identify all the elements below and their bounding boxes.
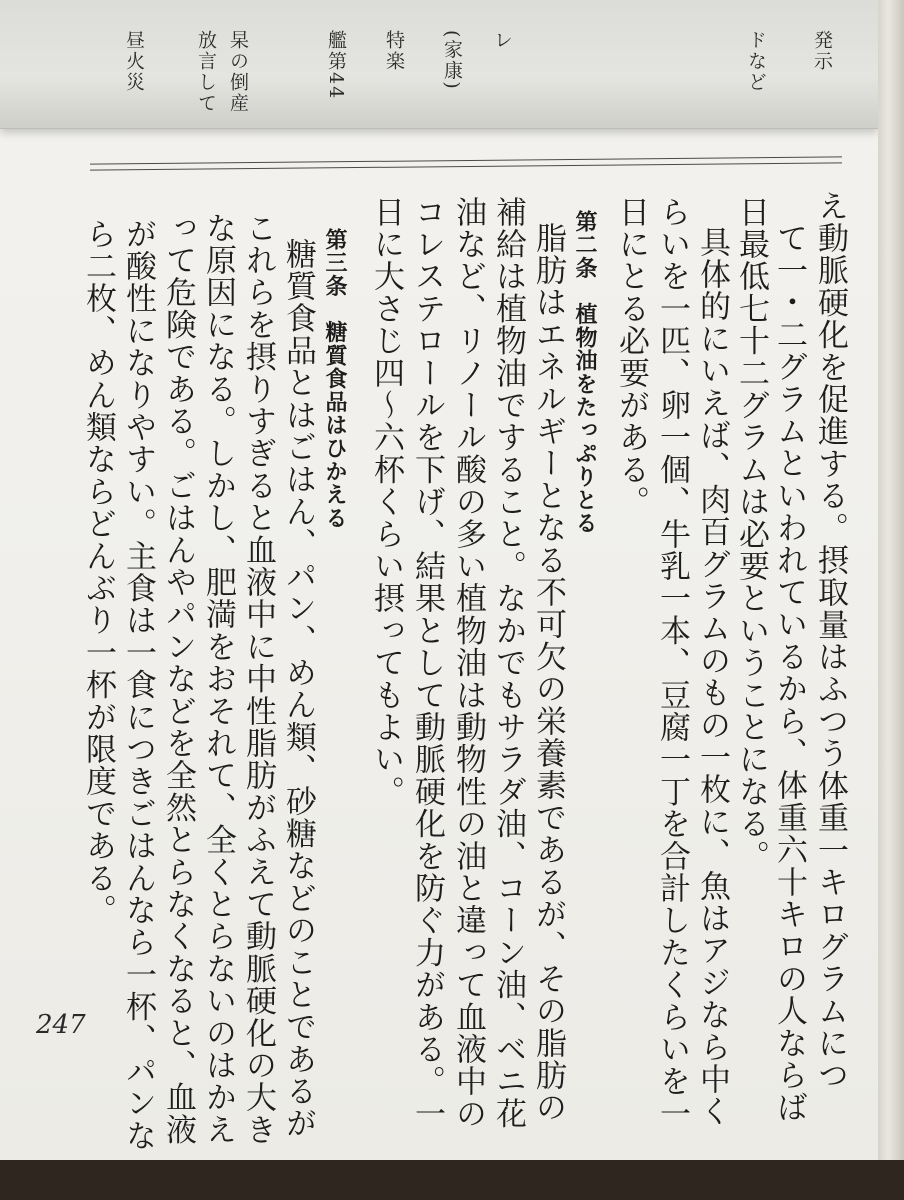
text-line: が酸性になりやすい。主食は一食につきごはんなら一杯、パンな — [120, 218, 156, 1152]
text-line: らいを一匹、卵一個、牛乳一本、豆腐一丁を合計したくらいを一 — [654, 196, 690, 1130]
overlap-text: レ — [491, 30, 513, 51]
text-line: ら二枚、めん類ならどんぶり一杯が限度である。 — [80, 218, 116, 927]
text-line: これらを摂りすぎると血液中に中性脂肪がふえて動脈硬化の大き — [240, 212, 276, 1146]
overlapping-previous-page — [0, 0, 878, 129]
text-line: 油など、リノール酸の多い植物油は動物性の油と違って血液中の — [450, 196, 486, 1130]
section-heading: 第二条 植物油をたっぷりとる — [572, 210, 597, 535]
page-number: 247 — [36, 1010, 86, 1040]
text-line: コレステロールを下げ、結果として動脈硬化を防ぐ力がある。一 — [409, 196, 445, 1130]
overlap-text: 昼火災 — [123, 30, 145, 93]
overlap-text: 発示 — [811, 30, 833, 72]
overlap-text: 特楽 — [383, 30, 405, 72]
text-line: 補給は植物油ですること。なかでもサラダ油、コーン油、ベニ花 — [490, 196, 526, 1130]
table-surface — [0, 1160, 904, 1200]
overlap-text: ドなど — [745, 30, 767, 93]
text-line: 脂肪はエネルギーとなる不可欠の栄養素であるが、その脂肪の — [530, 222, 566, 1124]
overlap-text: 放言して — [195, 30, 217, 114]
text-line: 日に大さじ四〜六杯くらい摂ってもよい。 — [368, 196, 404, 808]
overlap-text: 艦第44 — [325, 30, 347, 101]
text-line: な原因になる。しかし、肥満をおそれて、全くとらないのはかえ — [200, 212, 236, 1146]
text-line: 糖質食品とはごはん、パン、めん類、砂糖などのことであるが — [280, 238, 316, 1140]
text-line: 日にとる必要がある。 — [613, 196, 649, 518]
text-line: 具体的にいえば、肉百グラムのもの一枚に、魚はアジなら中く — [694, 226, 730, 1128]
overlap-text: (家康) — [441, 30, 463, 91]
header-rule — [90, 162, 842, 170]
text-line: て一・二グラムといわれているから、体重六十キロの人ならば — [771, 222, 807, 1124]
text-line: って危険である。ごはんやパンなどを全然とらなくなると、血液 — [160, 212, 196, 1146]
page-stack-edge — [878, 0, 904, 1160]
overlap-text: 杲の倒産 — [227, 30, 249, 114]
text-line: え動脈硬化を促進する。摂取量はふつう体重一キログラムにつ — [812, 190, 848, 1092]
section-heading: 第三条 糖質食品はひかえる — [322, 228, 347, 530]
text-line: 日最低七十二グラムは必要ということになる。 — [733, 196, 769, 873]
